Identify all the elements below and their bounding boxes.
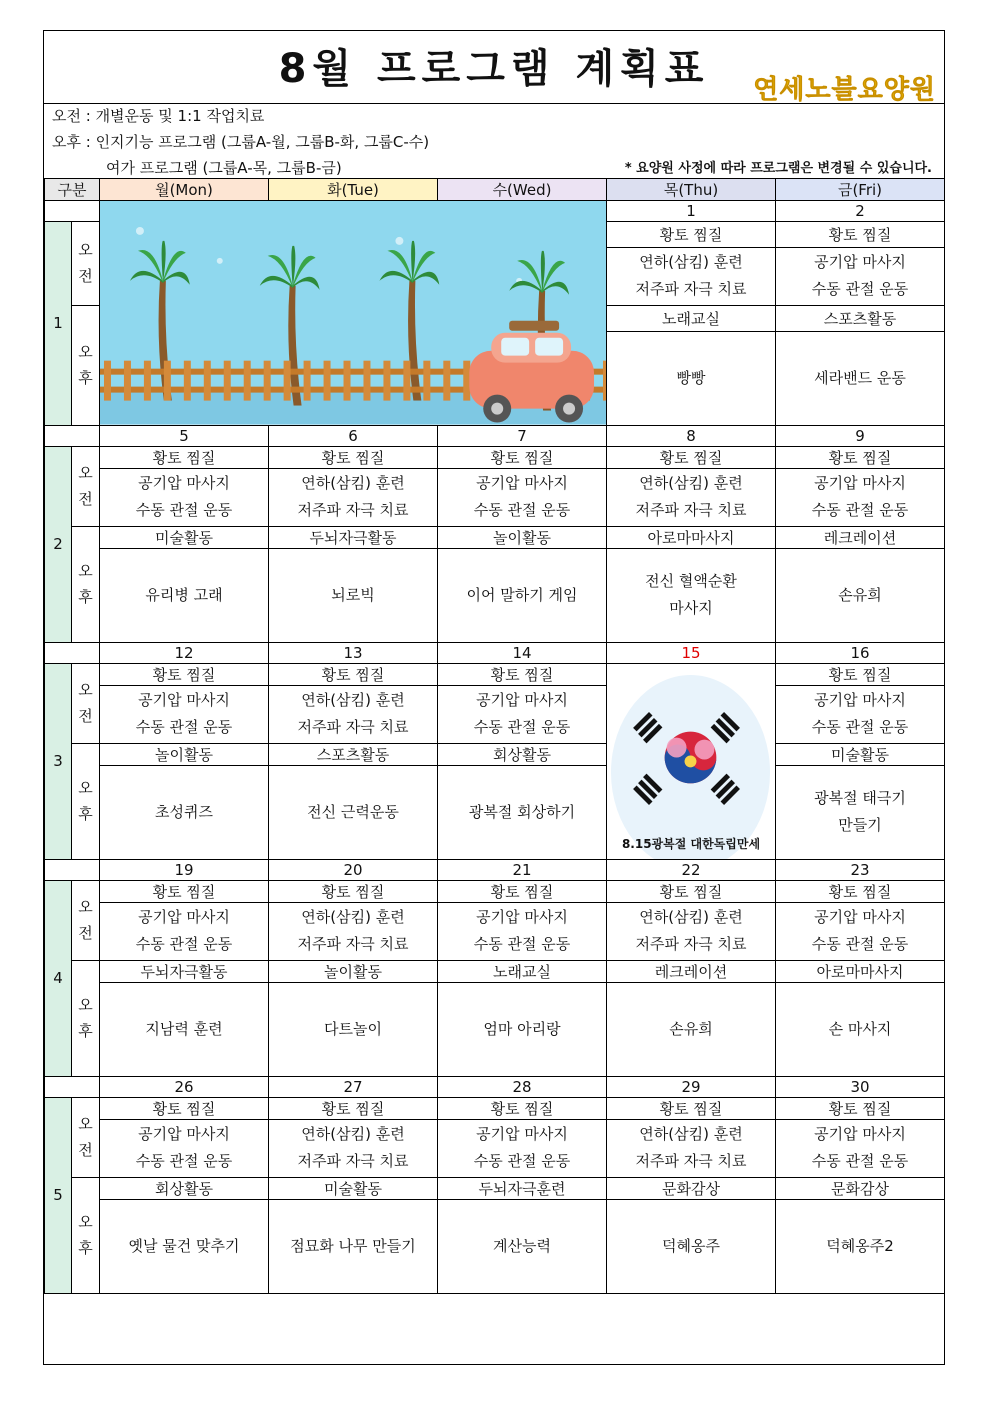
am-program-mon — [100, 468, 269, 526]
schedule-table — [44, 178, 945, 1294]
pm-program-fri — [776, 548, 945, 642]
pm-program-thu — [607, 548, 776, 642]
am-program-line: 저주파 자극 치료 — [635, 501, 747, 520]
pm-category-thu: 노래교실 — [607, 305, 776, 331]
am-program-line: 수동 관절 운동 — [135, 1152, 233, 1171]
am-program-line: 수동 관절 운동 — [135, 501, 233, 520]
am-program-line: 공기압 마사지 — [138, 1125, 230, 1144]
pm-label-2: 후 — [78, 588, 93, 607]
am-program-tue — [269, 468, 438, 526]
am-heading-mon: 황토 찜질 — [100, 1097, 269, 1119]
pm-program-thu — [607, 982, 776, 1076]
date-fri: 30 — [776, 1076, 945, 1097]
pm-program-mon — [100, 548, 269, 642]
am-program-thu — [607, 247, 776, 305]
am-program-line: 공기압 마사지 — [138, 474, 230, 493]
pm-program-line: 광복절 태극기 — [814, 789, 906, 808]
am-label-1: 오 — [78, 241, 93, 260]
am-program-line: 수동 관절 운동 — [473, 718, 571, 737]
date-mon: 5 — [100, 425, 269, 446]
pm-program-line: 초성퀴즈 — [155, 802, 213, 821]
am-program-tue — [269, 685, 438, 743]
pm-label-1: 오 — [78, 996, 93, 1015]
week-number: 4 — [45, 880, 72, 1076]
pm-label-1: 오 — [78, 343, 93, 362]
pm-program-line: 옛날 물건 맞추기 — [128, 1236, 240, 1255]
pm-label — [72, 526, 100, 642]
info-pm: 오후 : 인지기능 프로그램 (그룹A-월, 그룹B-화, 그룹C-수) — [52, 133, 430, 151]
am-label-1: 오 — [78, 898, 93, 917]
am-program-fri — [776, 1119, 945, 1177]
pm-category-fri: 레크레이션 — [776, 526, 945, 548]
am-program-line: 공기압 마사지 — [814, 908, 906, 927]
date-fri: 16 — [776, 642, 945, 663]
pm-program-tue — [269, 765, 438, 859]
pm-program-line: 덕혜옹주2 — [826, 1236, 894, 1255]
date-tue: 20 — [269, 859, 438, 880]
am-label — [72, 663, 100, 743]
am-heading-mon: 황토 찜질 — [100, 663, 269, 685]
pm-program-fri — [776, 1199, 945, 1293]
info-am: 오전 : 개별운동 및 1:1 작업치료 — [52, 107, 265, 125]
pm-label — [72, 960, 100, 1076]
pm-category-thu: 문화감상 — [607, 1177, 776, 1199]
am-program-line: 저주파 자극 치료 — [635, 1152, 747, 1171]
am-program-wed — [438, 1119, 607, 1177]
date-fri: 23 — [776, 859, 945, 880]
date-wed: 28 — [438, 1076, 607, 1097]
pm-category-wed: 노래교실 — [438, 960, 607, 982]
page-title: 8월 프로그램 계획표 — [278, 46, 710, 92]
am-program-line: 수동 관절 운동 — [811, 501, 909, 520]
pm-program-wed — [438, 982, 607, 1076]
am-program-line: 수동 관절 운동 — [473, 935, 571, 954]
pm-program-tue — [269, 1199, 438, 1293]
pm-program-fri — [776, 982, 945, 1076]
pm-program-mon — [100, 1199, 269, 1293]
pm-program-mon — [100, 982, 269, 1076]
pm-category-tue: 미술활동 — [269, 1177, 438, 1199]
am-program-line: 저주파 자극 치료 — [297, 501, 409, 520]
am-program-line: 연하(삼킴) 훈련 — [301, 691, 405, 710]
date-fri: 9 — [776, 425, 945, 446]
am-program-line: 공기압 마사지 — [476, 908, 568, 927]
am-program-line: 공기압 마사지 — [476, 1125, 568, 1144]
am-heading-wed: 황토 찜질 — [438, 1097, 607, 1119]
date-row-spacer — [45, 425, 100, 446]
pm-category-tue: 두뇌자극활동 — [269, 526, 438, 548]
am-program-line: 수동 관절 운동 — [811, 935, 909, 954]
am-program-mon — [100, 902, 269, 960]
am-program-line: 저주파 자극 치료 — [635, 280, 747, 299]
header-tue: 화(Tue) — [269, 179, 438, 201]
notice: * 요양원 사정에 따라 프로그램은 변경될 수 있습니다. — [624, 161, 932, 176]
am-program-fri — [776, 685, 945, 743]
am-program-line: 공기압 마사지 — [476, 474, 568, 493]
am-program-line: 수동 관절 운동 — [811, 718, 909, 737]
am-program-line: 연하(삼킴) 훈련 — [301, 474, 405, 493]
am-program-line: 공기압 마사지 — [138, 908, 230, 927]
pm-category-fri: 스포츠활동 — [776, 305, 945, 331]
am-program-line: 저주파 자극 치료 — [297, 718, 409, 737]
am-label — [72, 222, 100, 306]
pm-program-line: 덕혜옹주 — [662, 1236, 720, 1255]
am-heading-mon: 황토 찜질 — [100, 880, 269, 902]
am-program-line: 연하(삼킴) 훈련 — [301, 1125, 405, 1144]
pm-program-line: 다트놀이 — [324, 1019, 382, 1038]
pm-category-mon: 미술활동 — [100, 526, 269, 548]
am-program-line: 저주파 자극 치료 — [297, 1152, 409, 1171]
pm-category-wed: 회상활동 — [438, 743, 607, 765]
pm-program-line: 점묘화 나무 만들기 — [290, 1236, 416, 1255]
pm-label-2: 후 — [78, 1239, 93, 1258]
date-wed: 21 — [438, 859, 607, 880]
am-program-wed — [438, 468, 607, 526]
pm-program-mon — [100, 765, 269, 859]
pm-program-thu — [607, 1199, 776, 1293]
date-thu: 8 — [607, 425, 776, 446]
am-program-line: 저주파 자극 치료 — [635, 935, 747, 954]
beach-image — [100, 201, 607, 426]
pm-label-1: 오 — [78, 1213, 93, 1232]
am-label — [72, 880, 100, 960]
pm-program-tue — [269, 548, 438, 642]
am-label-1: 오 — [78, 464, 93, 483]
pm-category-mon: 회상활동 — [100, 1177, 269, 1199]
am-heading-tue: 황토 찜질 — [269, 663, 438, 685]
title-row — [44, 31, 944, 104]
am-heading-tue: 황토 찜질 — [269, 1097, 438, 1119]
am-program-line: 공기압 마사지 — [814, 1125, 906, 1144]
am-program-thu — [607, 468, 776, 526]
pm-program-line: 지남력 훈련 — [145, 1019, 223, 1038]
pm-program-fri — [776, 331, 945, 425]
schedule-frame — [43, 30, 945, 1365]
pm-program-line: 손 마사지 — [828, 1019, 892, 1038]
date-tue: 6 — [269, 425, 438, 446]
pm-program-line: 엄마 아리랑 — [483, 1019, 561, 1038]
pm-program-wed — [438, 548, 607, 642]
info-pm2: 여가 프로그램 (그룹A-목, 그룹B-금) — [106, 159, 342, 177]
holiday-caption: 8.15광복절 대한독립만세 — [621, 836, 761, 851]
am-program-line: 연하(삼킴) 훈련 — [639, 253, 743, 272]
date-thu: 15 — [607, 642, 776, 663]
pm-program-line: 마사지 — [669, 599, 713, 618]
pm-label-1: 오 — [78, 562, 93, 581]
am-heading-fri: 황토 찜질 — [776, 446, 945, 468]
week-number: 3 — [45, 663, 72, 859]
am-program-fri — [776, 247, 945, 305]
date-tue: 13 — [269, 642, 438, 663]
am-program-wed — [438, 685, 607, 743]
date-thu: 22 — [607, 859, 776, 880]
am-program-mon — [100, 1119, 269, 1177]
week-number: 1 — [45, 222, 72, 426]
date-thu: 29 — [607, 1076, 776, 1097]
am-program-line: 수동 관절 운동 — [473, 501, 571, 520]
pm-program-line: 뇌로빅 — [331, 585, 375, 604]
pm-label — [72, 305, 100, 425]
am-heading-fri: 황토 찜질 — [776, 880, 945, 902]
pm-category-thu: 레크레이션 — [607, 960, 776, 982]
header-wed: 수(Wed) — [438, 179, 607, 201]
date-row-spacer — [45, 859, 100, 880]
pm-program-line: 빵빵 — [676, 368, 706, 387]
am-program-mon — [100, 685, 269, 743]
pm-category-wed: 두뇌자극훈련 — [438, 1177, 607, 1199]
am-label-1: 오 — [78, 1115, 93, 1134]
am-program-thu — [607, 902, 776, 960]
am-label-2: 전 — [78, 490, 93, 509]
pm-category-tue: 스포츠활동 — [269, 743, 438, 765]
pm-label-1: 오 — [78, 779, 93, 798]
date-wed: 7 — [438, 425, 607, 446]
date-mon: 12 — [100, 642, 269, 663]
pm-program-line: 전신 혈액순환 — [645, 572, 737, 591]
am-heading-tue: 황토 찜질 — [269, 880, 438, 902]
date-mon: 26 — [100, 1076, 269, 1097]
date-row-spacer — [45, 201, 100, 222]
pm-category-mon: 놀이활동 — [100, 743, 269, 765]
pm-label — [72, 1177, 100, 1293]
am-heading-wed: 황토 찜질 — [438, 663, 607, 685]
pm-program-tue — [269, 982, 438, 1076]
am-heading-wed: 황토 찜질 — [438, 880, 607, 902]
date-row-spacer — [45, 642, 100, 663]
date-wed: 14 — [438, 642, 607, 663]
pm-program-line: 유리병 고래 — [145, 585, 223, 604]
am-heading-fri: 황토 찜질 — [776, 222, 945, 248]
pm-program-wed — [438, 1199, 607, 1293]
am-heading-tue: 황토 찜질 — [269, 446, 438, 468]
pm-program-line: 손유희 — [838, 585, 882, 604]
am-heading-fri: 황토 찜질 — [776, 1097, 945, 1119]
am-program-line: 연하(삼킴) 훈련 — [301, 908, 405, 927]
week-number: 2 — [45, 446, 72, 642]
pm-program-thu — [607, 331, 776, 425]
am-heading-thu: 황토 찜질 — [607, 880, 776, 902]
am-program-line: 수동 관절 운동 — [811, 280, 909, 299]
date-mon: 19 — [100, 859, 269, 880]
pm-program-line: 계산능력 — [493, 1236, 551, 1255]
pm-program-line: 전신 근력운동 — [307, 802, 399, 821]
pm-program-line: 만들기 — [838, 816, 882, 835]
am-heading-mon: 황토 찜질 — [100, 446, 269, 468]
pm-category-fri: 미술활동 — [776, 743, 945, 765]
date-fri: 2 — [776, 201, 945, 222]
pm-category-fri: 아로마마사지 — [776, 960, 945, 982]
pm-category-fri: 문화감상 — [776, 1177, 945, 1199]
pm-category-thu: 아로마마사지 — [607, 526, 776, 548]
pm-program-line: 이어 말하기 게임 — [466, 585, 578, 604]
am-heading-fri: 황토 찜질 — [776, 663, 945, 685]
pm-program-wed — [438, 765, 607, 859]
am-program-line: 공기압 마사지 — [814, 691, 906, 710]
am-heading-thu: 황토 찜질 — [607, 446, 776, 468]
am-program-tue — [269, 902, 438, 960]
am-program-fri — [776, 468, 945, 526]
pm-label-2: 후 — [78, 369, 93, 388]
am-program-line: 수동 관절 운동 — [135, 718, 233, 737]
am-heading-thu: 황토 찜질 — [607, 1097, 776, 1119]
pm-category-mon: 두뇌자극활동 — [100, 960, 269, 982]
am-label-2: 전 — [78, 1141, 93, 1160]
date-thu: 1 — [607, 201, 776, 222]
am-heading-wed: 황토 찜질 — [438, 446, 607, 468]
am-label — [72, 1097, 100, 1177]
am-label-2: 전 — [78, 267, 93, 286]
am-program-line: 공기압 마사지 — [138, 691, 230, 710]
pm-label-2: 후 — [78, 805, 93, 824]
liberation-day-image — [607, 663, 776, 859]
am-program-line: 연하(삼킴) 훈련 — [639, 1125, 743, 1144]
pm-program-line: 광복절 회상하기 — [468, 802, 576, 821]
am-program-wed — [438, 902, 607, 960]
am-label — [72, 446, 100, 526]
pm-category-tue: 놀이활동 — [269, 960, 438, 982]
am-program-line: 수동 관절 운동 — [811, 1152, 909, 1171]
date-row-spacer — [45, 1076, 100, 1097]
pm-label-2: 후 — [78, 1022, 93, 1041]
pm-label — [72, 743, 100, 859]
am-program-line: 공기압 마사지 — [476, 691, 568, 710]
week-number: 5 — [45, 1097, 72, 1293]
am-program-fri — [776, 902, 945, 960]
am-program-line: 수동 관절 운동 — [135, 935, 233, 954]
header-thu: 목(Thu) — [607, 179, 776, 201]
am-program-line: 연하(삼킴) 훈련 — [639, 908, 743, 927]
am-heading-thu: 황토 찜질 — [607, 222, 776, 248]
am-program-line: 수동 관절 운동 — [473, 1152, 571, 1171]
am-program-thu — [607, 1119, 776, 1177]
pm-program-line: 손유희 — [669, 1019, 713, 1038]
pm-category-wed: 놀이활동 — [438, 526, 607, 548]
pm-program-line: 세라밴드 운동 — [814, 368, 906, 387]
am-program-line: 공기압 마사지 — [814, 253, 906, 272]
am-program-tue — [269, 1119, 438, 1177]
date-tue: 27 — [269, 1076, 438, 1097]
pm-program-fri — [776, 765, 945, 859]
header-fri: 금(Fri) — [776, 179, 945, 201]
am-label-2: 전 — [78, 707, 93, 726]
am-label-2: 전 — [78, 924, 93, 943]
am-program-line: 공기압 마사지 — [814, 474, 906, 493]
brand-name: 연세노블요양원 — [753, 75, 936, 105]
am-program-line: 저주파 자극 치료 — [297, 935, 409, 954]
am-label-1: 오 — [78, 681, 93, 700]
header-mon: 월(Mon) — [100, 179, 269, 201]
am-program-line: 연하(삼킴) 훈련 — [639, 474, 743, 493]
header-gu: 구분 — [45, 179, 100, 201]
